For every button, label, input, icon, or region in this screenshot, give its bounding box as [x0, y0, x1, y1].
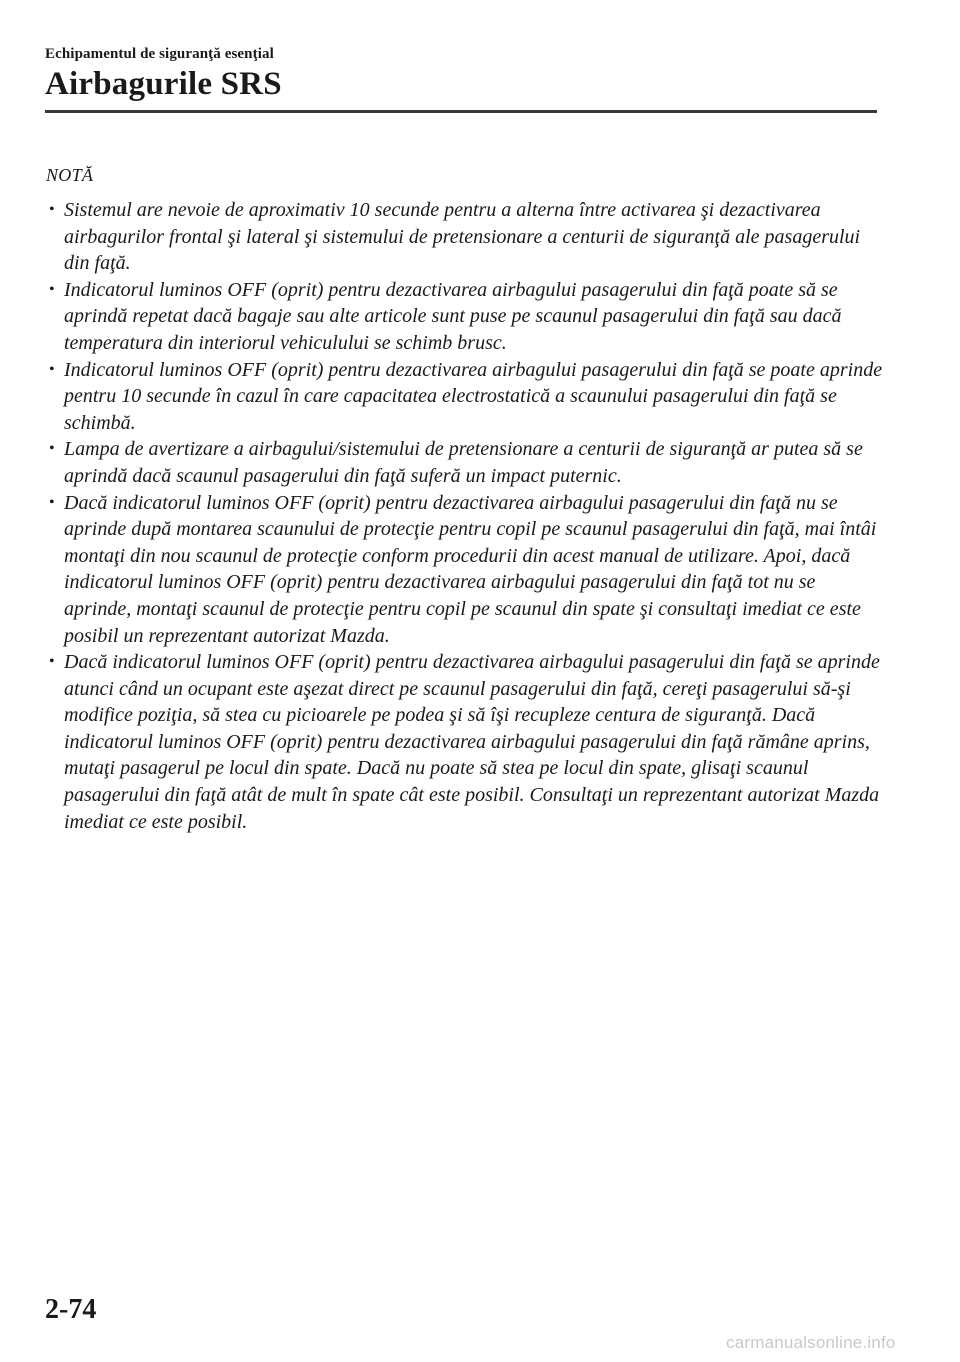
note-item-text: Lampa de avertizare a airbagului/sistemului de pretensionare a centurii de siguranţă ar putea să se aprindă dacă scaunul pasagerului din faţă suferă un impact puternic. [64, 438, 863, 487]
page-number: 2-74 [45, 1294, 97, 1325]
note-item [46, 490, 886, 650]
bullet-icon: • [49, 280, 55, 298]
note-item-text: Indicatorul luminos OFF (oprit) pentru dezactivarea airbagului pasagerului din faţă poate să se aprindă repetat dacă bagaje sau alte articole sunt puse pe scaunul pasagerului din faţă sau dacă temperatura din interiorul vehiculului se schimb brusc. [64, 278, 842, 354]
bullet-icon: • [49, 493, 55, 511]
bullet-icon: • [49, 201, 55, 218]
bullet-icon: • [49, 440, 55, 458]
section-label: Echipamentul de siguranţă esenţial [45, 46, 274, 62]
note-item [46, 436, 886, 489]
note-list [46, 197, 886, 835]
bullet-icon: • [49, 653, 55, 671]
note-item [46, 197, 886, 277]
note-item-text: Dacă indicatorul luminos OFF (oprit) pentru dezactivarea airbagului pasagerului din faţă nu se aprinde după montarea scaunului de protecţie pentru copil pe scaunul pasagerului din faţă, mai întâi montaţi din nou scaunul de protecţie conform procedurii din acest manual de utilizare. Apoi, dacă indicatorul luminos OFF (oprit) pentru dezactivarea airbagului pasagerului din faţă tot nu se aprinde, montaţi scaunul de protecţie pentru copil pe scaunul din spate şi consultaţi imediat ce este posibil un reprezentant autorizat Mazda. [64, 491, 877, 647]
bullet-icon: • [49, 360, 55, 378]
note-item [46, 649, 886, 835]
note-heading: NOTĂ [46, 165, 94, 185]
note-item-text: Indicatorul luminos OFF (oprit) pentru dezactivarea airbagului pasagerului din faţă se poate aprinde pentru 10 secunde în cazul în care capacitatea electrostatică a scaunului pasagerului din faţă se schimbă. [64, 358, 883, 434]
note-item-text: Dacă indicatorul luminos OFF (oprit) pentru dezactivarea airbagului pasagerului din faţă se aprinde atunci când un ocupant este aşezat direct pe scaunul pasagerului din faţă, cereţi pasagerului să-şi modifice poziţia, să stea cu picioarele pe podea şi să îşi recupleze centura de siguranţă. Dacă indicatorul luminos OFF (oprit) pentru dezactivarea airbagului pasagerului din faţă rămâne aprins, mutaţi pasagerul pe locul din spate. Dacă nu poate să stea pe locul din spate, glisaţi scaunul pasagerului din faţă atât de mult în spate cât este posibil. Consultaţi un reprezentant autorizat Mazda imediat ce este posibil. [64, 651, 880, 833]
watermark: carmanualsonline.info [726, 1333, 896, 1352]
note-item [46, 277, 886, 357]
note-item-text: Sistemul are nevoie de aproximativ 10 secunde pentru a alterna între activarea şi dezactivarea airbagurilor frontal şi lateral şi sistemului de pretensionare a centurii de siguranţă ale pasagerului din faţă. [64, 199, 861, 275]
page-title: Airbagurile SRS [45, 66, 282, 102]
title-divider [45, 110, 877, 113]
note-item [46, 357, 886, 437]
